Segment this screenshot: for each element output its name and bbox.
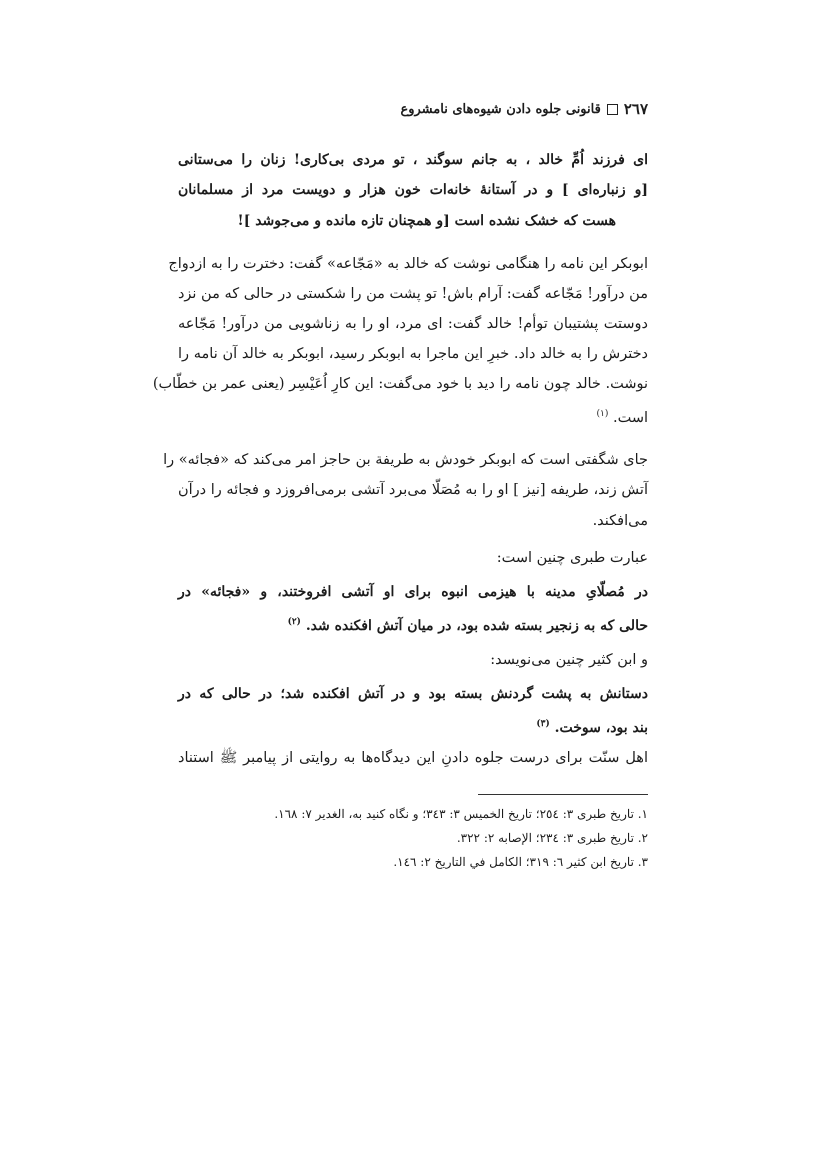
quote2-line-2	[288, 612, 648, 636]
quote1-line-1: ای فرزند اُمِّ خالد ، به جانم سوگند ، تو مردی بی‌کاری! زنان را می‌ستانی	[178, 152, 648, 168]
para2-line-1: جای شگفتی است که ابوبکر خودش به طریفة بن حاجز امر می‌کند که «فجائه» را	[163, 452, 648, 468]
square-bullet-icon	[607, 104, 618, 115]
quote2-last-text: حالی که به زنجیر بسته شده بود، در میان آتش افکنده شد.	[305, 618, 648, 634]
footnote-divider	[478, 794, 648, 795]
para1-line-3: دوستت پشتیبان توأم! خالد گفت: ای مرد، او را به زناشویی من درآور! مَجّاعه	[178, 316, 648, 332]
para1-line-6	[596, 404, 648, 428]
running-title: قانونی جلوه دادن شیوه‌های نامشروع	[400, 101, 601, 117]
lead-ibn-kathir: و ابن کثیر چنین می‌نویسد:	[490, 652, 648, 668]
lead-tabari: عبارت طبری چنین است:	[496, 550, 648, 566]
page-number: ۲٦٧	[623, 100, 648, 118]
para1-line-1: ابوبکر این نامه را هنگامی نوشت که خالد به «مَجّاعه» گفت: دخترت را به ازدواج	[168, 256, 648, 272]
running-header	[400, 100, 648, 118]
para1-last-text: است.	[612, 410, 648, 426]
footnote-ref-2: (٢)	[287, 617, 301, 627]
para1-line-5: نوشت. خالد چون نامه را دید با خود می‌گفت: این کارِ اُعَیْسِر (یعنی عمر بن خطّاب)	[152, 376, 648, 392]
footnote-ref-3: (٣)	[536, 719, 550, 729]
footnote-1: ١. تاریخ طبری ٣: ٢٥٤؛ تاریخ الخمیس ٣: ٣٤٣؛ و نگاه کنید به، الغدیر ٧: ١٦٨.	[274, 807, 648, 821]
para3-line-1: اهل سنّت برای درست جلوه دادنِ این دیدگاه‌ها به روایتی از پیامبر ﷺ استناد	[178, 750, 648, 766]
quote2-line-1: در مُصلّایِ مدینه با هیزمی انبوه برای او آتشی افروختند، و «فجائه» در	[178, 584, 648, 600]
para2-line-2: آتش زند، طریفه [نیز ] او را به مُصَلّا می‌برد آتشی برمی‌افروزد و فجائه را درآن	[178, 482, 648, 498]
footnote-3: ٣. تاریخ ابن کثیر ٦: ٣١٩؛ الکامل في التاریخ ٢: ١٤٦.	[393, 855, 648, 869]
para2-line-3: می‌افکند.	[592, 513, 648, 529]
quote3-line-2	[536, 714, 648, 738]
footnote-2: ٢. تاریخ طبری ٣: ٢٣٤؛ الإصابه ٢: ٣٢٢.	[456, 831, 648, 845]
quote3-line-1: دستانش به پشت گردنش بسته بود و در آتش افکنده شد؛ در حالی که در	[178, 686, 648, 702]
quote3-last-text: بند بود، سوخت.	[554, 720, 648, 736]
quote1-line-3: هست که خشک نشده است [و همچنان تازه مانده و می‌جوشد ]!	[237, 213, 616, 229]
quote1-line-2: [و زنباره‌ای ] و در آستانهٔ خانه‌ات خون هزار و دویست مرد از مسلمانان	[178, 182, 648, 198]
footnote-ref-1: (١)	[596, 409, 609, 419]
para1-line-4: دخترش را به خالد داد. خبرِ این ماجرا به ابوبکر رسید، ابوبکر به خالد آن نامه را	[178, 346, 648, 362]
para1-line-2: من درآور! مَجّاعه گفت: آرام باش! تو پشت من را شکستی در حالی که من نزد	[177, 286, 648, 302]
